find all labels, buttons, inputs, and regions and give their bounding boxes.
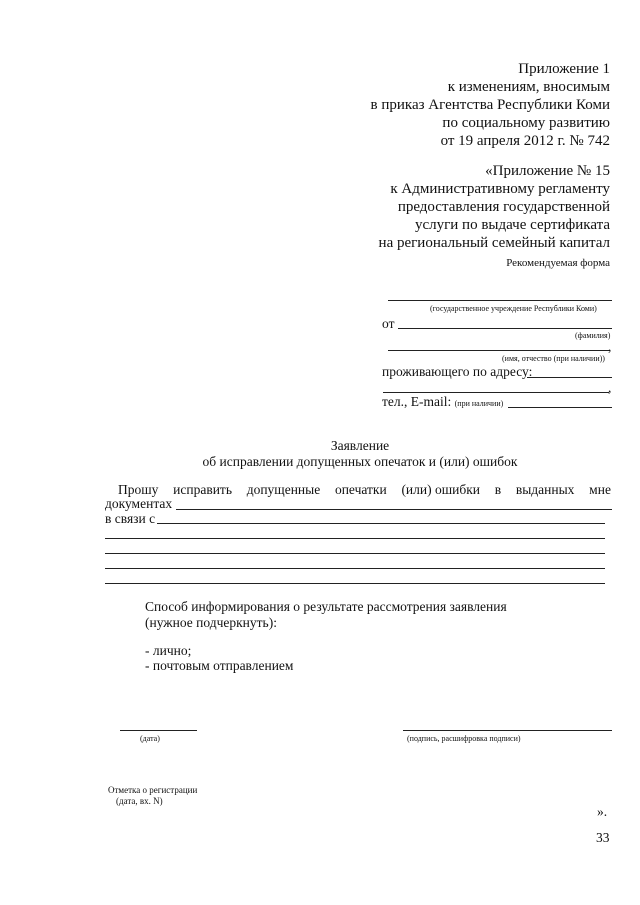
title-line-2: об исправлении допущенных опечаток и (или) ошибок — [202, 454, 518, 469]
institution-line[interactable] — [388, 300, 612, 301]
appendix15-line: к Административному регламенту — [390, 181, 610, 197]
reason-line-extra[interactable] — [105, 553, 605, 554]
request-word: мне — [589, 482, 611, 497]
notification-option-personal[interactable]: - лично; — [145, 643, 192, 658]
reason-line-extra[interactable] — [105, 538, 605, 539]
appendix15-line: услуги по выдаче сертификата — [414, 217, 610, 233]
notification-option-mail[interactable]: - почтовым отправлением — [145, 658, 294, 673]
registration-block — [108, 785, 197, 807]
request-word: исправить — [173, 482, 232, 497]
phone-label-text: тел., E-mail: — [382, 394, 452, 409]
notification-line-2: (нужное подчеркнуть): — [145, 615, 277, 630]
notification-block — [145, 599, 507, 631]
reason-line-extra[interactable] — [105, 568, 605, 569]
phone-hint: (при наличии) — [454, 399, 504, 408]
document-title — [0, 438, 640, 470]
institution-caption: (государственное учреждение Республики Коми) — [430, 304, 597, 313]
notification-line-1: Способ информирования о результате рассмотрения заявления — [145, 599, 507, 614]
closing-mark: ». — [597, 804, 608, 819]
documents-label: документах — [105, 496, 173, 511]
address-line-comma: , — [608, 380, 612, 395]
form-type-label: Рекомендуемая форма — [506, 257, 610, 269]
appendix1-line: по социальному развитию — [442, 115, 610, 131]
residing-label: проживающего по адресу: — [382, 364, 533, 379]
appendix15-line: на региональный семейный капитал — [378, 235, 610, 251]
request-word: опечатки — [334, 482, 387, 497]
from-label: от — [382, 316, 395, 331]
page-number: 33 — [596, 830, 610, 845]
name-caption: (имя, отчество (при наличии)) — [502, 354, 605, 363]
appendix15-block — [270, 162, 610, 252]
appendix1-line: Приложение 1 — [518, 61, 610, 77]
documents-line[interactable] — [176, 509, 612, 510]
name-line-comma: , — [608, 339, 612, 354]
date-caption: (дата) — [140, 734, 160, 743]
request-first-line — [118, 482, 611, 498]
request-word: выданных — [515, 482, 575, 497]
request-word: допущенные — [246, 482, 321, 497]
phone-label — [382, 394, 503, 412]
surname-caption: (фамилия) — [575, 331, 611, 340]
reason-line-extra[interactable] — [105, 583, 605, 584]
appendix1-line: от 19 апреля 2012 г. № 742 — [440, 133, 610, 149]
address-line-2[interactable] — [383, 392, 609, 393]
registration-line-2: (дата, вх. N) — [116, 796, 163, 806]
request-word: в — [494, 482, 502, 497]
signature-line[interactable] — [403, 730, 612, 731]
date-line[interactable] — [120, 730, 197, 731]
appendix1-block — [270, 60, 610, 150]
title-line-1: Заявление — [330, 438, 390, 453]
phone-line[interactable] — [508, 407, 612, 408]
name-line[interactable] — [388, 350, 610, 351]
request-word: (или) ошибки — [401, 482, 481, 497]
surname-line[interactable] — [398, 328, 612, 329]
appendix15-line: «Приложение № 15 — [485, 163, 610, 179]
appendix15-line: предоставления государственной — [397, 199, 610, 215]
signature-caption: (подпись, расшифровка подписи) — [407, 734, 521, 743]
reason-label: в связи с — [105, 511, 156, 526]
reason-line[interactable] — [157, 523, 605, 524]
appendix1-line: в приказ Агентства Республики Коми — [370, 97, 610, 113]
appendix1-line: к изменениям, вносимым — [447, 79, 610, 95]
registration-line-1: Отметка о регистрации — [108, 785, 198, 795]
request-word: Прошу — [118, 482, 159, 497]
address-line-1[interactable] — [527, 377, 612, 378]
